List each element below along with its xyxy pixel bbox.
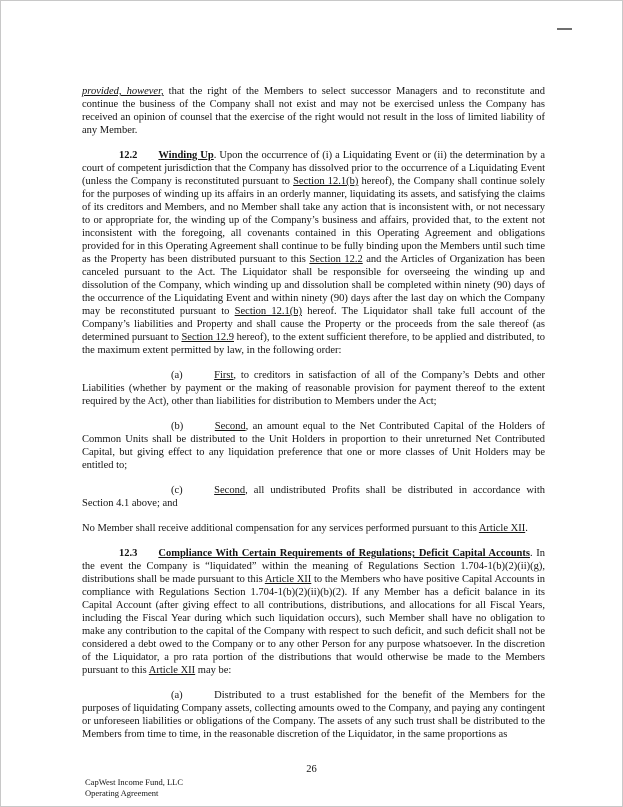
page-number: 26 (306, 764, 317, 775)
paragraph-no-member-compensation: No Member shall receive additional compensation for any services performed pursuant to this Article XII. (82, 523, 528, 534)
section-12-2-winding-up: 12.2 Winding Up. Upon the occurrence of (i) a Liquidating Event or (ii) the determination by a court of competent jurisdiction that the Company has dissolved prior to the occurrence of a Liquidating Event (unless the Company is reconstituted pursuant to Section 12.1(b) hereof), the Company shall continue solely for the purposes of winding up its affairs in an orderly manner, liquidating its assets, and satisfying the claims of its creditors and Members, and no Member shall take any action that is inconsistent with, or not necessary to or appropriate for, the winding up of the Company’s business and affairs, provided that, to the extent not inconsistent with the foregoing, all covenants contained in this Operating Agreement and obligations provided for in this Operating Agreement shall continue to be fully binding upon the Members until such time as the Property has been distributed pursuant to this Section 12.2 and the Articles of Organization has been canceled pursuant to the Act. The Liquidator shall be responsible for overseeing the winding up and dissolution of the Company, which winding up and dissolution shall be completed within ninety (90) days of the occurrence of the Liquidating Event and within ninety (90) days after the last day on which the Company may be reconstituted pursuant to Section 12.1(b) hereof. The Liquidator shall take full account of the Company’s liabilities and Property and shall cause the Property or the proceeds from the sale thereof (as determined pursuant to Section 12.9 hereof), to the extent sufficient therefore, to be applied and distributed, to the maximum extent permitted by law, in the following order: (82, 150, 545, 356)
clause-12-3-a: (a) Distributed to a trust established for the benefit of the Members for the purposes of liquidating Company assets, collecting amounts owed to the Company, and paying any contingent or unforeseen liabilities or obligations of the Company. The assets of any such trust shall be distributed to the Members from time to time, in the reasonable discretion of the Liquidator, in the same proportions as (82, 690, 545, 740)
footer-document-title: Operating Agreement (85, 788, 159, 798)
clause-12-2-c: (c) Second, all undistributed Profits shall be distributed in accordance with Section 4.1 above; and (82, 485, 545, 509)
paragraph-provided-however: provided, however, that the right of the Members to select successor Managers and to reconstitute and continue the business of the Company shall not exist and may not be exercised unless the Company has received an opinion of counsel that the exercise of the right would not result in the loss of limited liability of any Member. (82, 86, 546, 136)
clause-12-2-a: (a) First, to creditors in satisfaction of all of the Company’s Debts and other Liabilities (whether by payment or the making of reasonable provision for payment thereof to the extent required by the Act), other than liabilities for distribution to Members under the Act; (82, 370, 545, 407)
scan-artifact (557, 28, 572, 30)
page-content (82, 85, 545, 753)
clause-12-2-b: (b) Second, an amount equal to the Net Contributed Capital of the Holders of Common Units shall be distributed to the Unit Holders in proportion to their unreturned Net Contributed Capital, but giving effect to any liquidation preference that one or more classes of Unit Holders may be entitled to; (82, 421, 545, 471)
footer-company-name: CapWest Income Fund, LLC (85, 777, 183, 787)
document-footer (85, 777, 183, 799)
section-12-3-compliance: 12.3 Compliance With Certain Requirements of Regulations; Deficit Capital Accounts. In the event the Company is “liquidated” within the meaning of Regulations Section 1.704-1(b)(2)(ii)(g), distributions shall be made pursuant to this Article XII to the Members who have positive Capital Accounts in compliance with Regulations Section 1.704-1(b)(2)(ii)(b)(2). If any Member has a deficit balance in its Capital Account (after giving effect to all contributions, distributions, and allocations for all Fiscal Years, including the Fiscal Year during which such liquidation occurs), such Member shall have no obligation to make any contribution to the capital of the Company with respect to such deficit, and such deficit shall not be considered a debt owed to the Company or to any other Person for any purpose whatsoever. In the discretion of the Liquidator, a pro rata portion of the distributions that would otherwise be made to the Members pursuant to this Article XII may be: (82, 548, 546, 676)
